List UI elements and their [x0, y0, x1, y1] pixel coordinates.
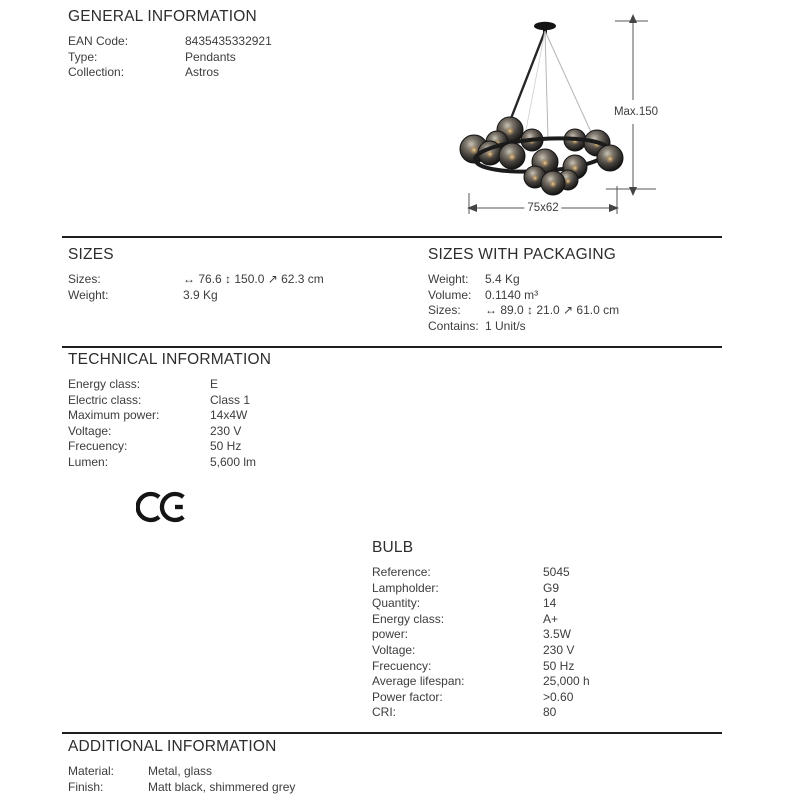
ce-mark-icon — [136, 486, 188, 528]
section-bulb — [372, 538, 590, 721]
spec-label: Volume: — [428, 287, 472, 302]
spec-label: EAN Code: — [68, 34, 129, 48]
spec-row — [372, 596, 590, 612]
spec-value: Class 1 — [210, 392, 251, 407]
spec-row — [68, 780, 295, 796]
spec-value: G9 — [543, 580, 560, 595]
spec-row — [372, 627, 590, 643]
spec-value: >0.60 — [543, 689, 574, 704]
spec-label: CRI: — [372, 705, 396, 720]
spec-value: 1 Unit/s — [485, 318, 526, 333]
spec-label: Voltage: — [372, 642, 416, 657]
spec-value: 50 Hz — [543, 658, 575, 673]
spec-label: Type: — [68, 49, 98, 64]
spec-label: power: — [372, 627, 409, 642]
spec-label: Power factor: — [372, 689, 443, 704]
section-title: BULB — [372, 539, 414, 556]
spec-label: Reference: — [372, 565, 431, 579]
section-title: SIZES WITH PACKAGING — [428, 246, 617, 263]
spec-row — [372, 659, 590, 675]
spec-row — [372, 565, 590, 581]
spec-value: 50 Hz — [210, 439, 242, 454]
spec-value: Metal, glass — [148, 764, 213, 778]
spec-row — [68, 34, 272, 50]
spec-label: Contains: — [428, 318, 479, 333]
spec-value: Matt black, shimmered grey — [148, 779, 296, 794]
spec-row — [68, 455, 271, 471]
spec-row — [428, 319, 619, 335]
spec-label: Energy class: — [68, 377, 141, 391]
section-divider — [62, 236, 722, 238]
height-dimension-label: Max.150 — [611, 106, 661, 118]
spec-row — [68, 288, 324, 304]
spec-label: Frecuency: — [372, 658, 432, 673]
spec-value: 5,600 lm — [210, 454, 257, 469]
section-technical-information — [68, 350, 271, 471]
spec-value: E — [210, 377, 219, 391]
spec-value: 5045 — [543, 565, 570, 579]
spec-row — [372, 581, 590, 597]
spec-value: 5.4 Kg — [485, 272, 520, 286]
section-title: TECHNICAL INFORMATION — [68, 351, 272, 368]
spec-value: 230 V — [210, 423, 242, 438]
section-general-information — [68, 7, 272, 81]
spec-value: Astros — [185, 65, 220, 80]
width-dimension-label: 75x62 — [524, 202, 561, 214]
spec-label: Average lifespan: — [372, 674, 465, 689]
spec-row — [428, 303, 619, 319]
spec-label: Lampholder: — [372, 580, 439, 595]
spec-label: Energy class: — [372, 611, 445, 626]
section-title: ADDITIONAL INFORMATION — [68, 738, 277, 755]
section-sizes-with-packaging — [428, 245, 619, 334]
spec-value: 14 — [543, 596, 557, 611]
spec-label: Weight: — [428, 272, 469, 286]
spec-row — [68, 65, 272, 81]
spec-row — [428, 272, 619, 288]
section-divider — [62, 346, 722, 348]
spec-value: 3.5W — [543, 627, 572, 642]
section-sizes — [68, 245, 324, 303]
spec-value: 0.1140 m³ — [485, 287, 539, 302]
spec-value: 14x4W — [210, 408, 248, 423]
spec-row — [68, 272, 324, 288]
spec-label: Sizes: — [428, 303, 461, 318]
spec-value: ↔ 89.0 ↕ 21.0 ↗ 61.0 cm — [485, 303, 620, 318]
section-additional-information — [68, 737, 295, 795]
spec-row — [372, 674, 590, 690]
spec-value: ↔ 76.6 ↕ 150.0 ↗ 62.3 cm — [183, 272, 324, 286]
spec-row — [372, 690, 590, 706]
spec-label: Finish: — [68, 779, 104, 794]
spec-value: 80 — [543, 705, 557, 720]
spec-value: 230 V — [543, 642, 575, 657]
spec-value: 3.9 Kg — [183, 287, 218, 302]
spec-row — [68, 377, 271, 393]
spec-row — [372, 612, 590, 628]
spec-label: Lumen: — [68, 454, 109, 469]
spec-label: Quantity: — [372, 596, 421, 611]
spec-row — [68, 408, 271, 424]
spec-label: Collection: — [68, 65, 125, 80]
spec-label: Material: — [68, 764, 115, 778]
spec-value: 25,000 h — [543, 674, 590, 689]
spec-value: 8435435332921 — [185, 34, 272, 48]
section-title: SIZES — [68, 246, 114, 263]
spec-value: Pendants — [185, 49, 236, 64]
spec-row — [68, 393, 271, 409]
spec-label: Electric class: — [68, 392, 142, 407]
section-divider — [62, 732, 722, 734]
chandelier-technical-drawing — [440, 0, 700, 226]
suspension-cables — [510, 31, 591, 138]
spec-row — [428, 288, 619, 304]
spec-row — [68, 424, 271, 440]
spec-row — [68, 439, 271, 455]
spec-label: Frecuency: — [68, 439, 128, 454]
spec-value: A+ — [543, 611, 559, 626]
spec-label: Weight: — [68, 287, 109, 302]
spec-row — [68, 50, 272, 66]
section-title: GENERAL INFORMATION — [68, 8, 257, 25]
spec-label: Voltage: — [68, 423, 112, 438]
spec-row — [372, 643, 590, 659]
spec-row — [372, 705, 590, 721]
spec-row — [68, 764, 295, 780]
spec-label: Maximum power: — [68, 408, 160, 423]
spec-label: Sizes: — [68, 272, 101, 286]
